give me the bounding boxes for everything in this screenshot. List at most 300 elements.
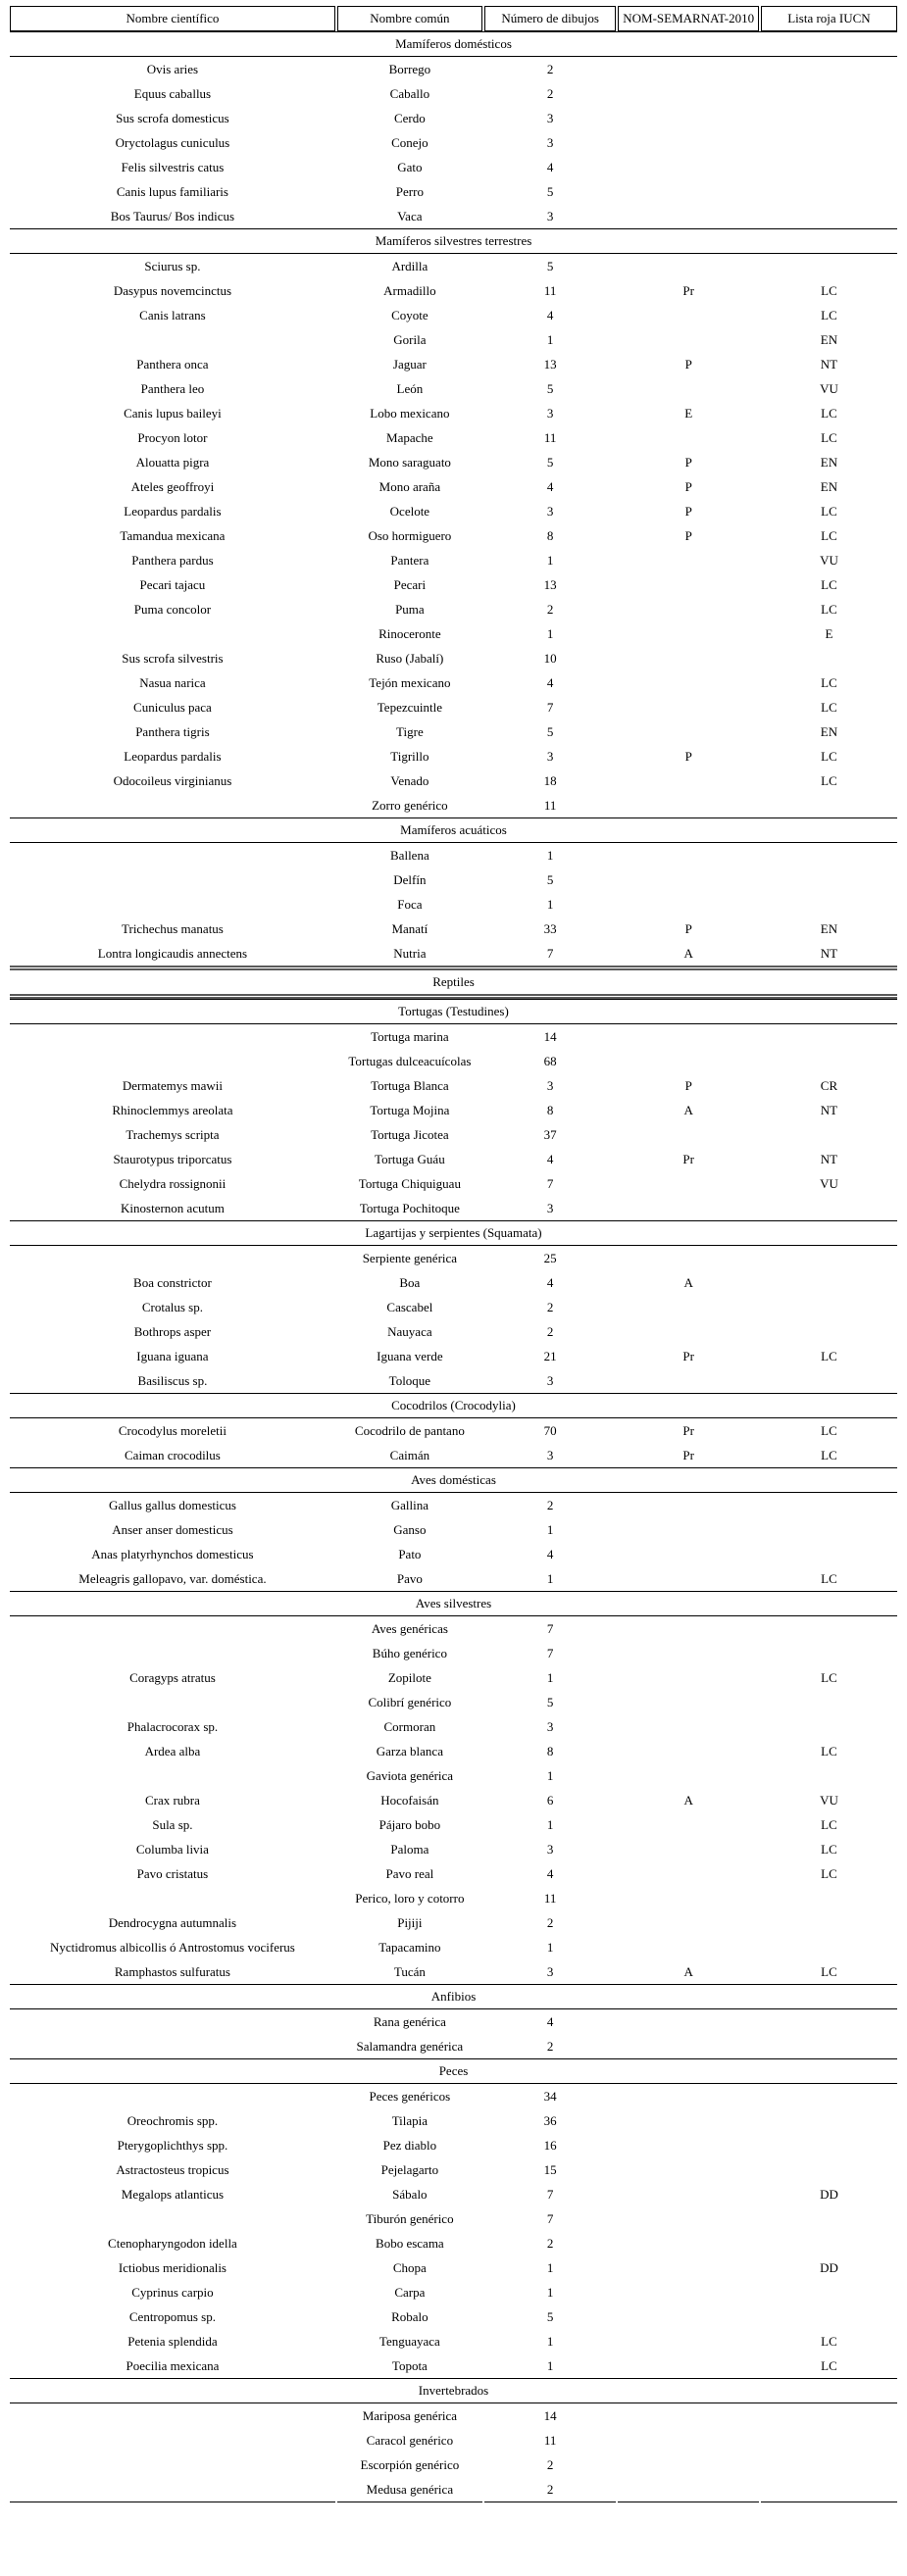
column-header-drawings-count: Número de dibujos — [484, 6, 617, 31]
cell-nom-status — [618, 2353, 759, 2378]
cell-iucn-status: LC — [821, 576, 837, 592]
cell-iucn-status — [761, 793, 897, 817]
section-header-row — [10, 1591, 897, 1616]
table-row — [10, 1959, 897, 1984]
cell-scientific-name — [10, 2034, 335, 2058]
cell-common-name: Pijiji — [397, 1914, 423, 1930]
cell-common-name: Búho genérico — [372, 1645, 447, 1660]
cell-iucn-status: VU — [820, 1175, 838, 1191]
cell-drawings-count: 16 — [543, 2137, 557, 2153]
cell-iucn-status — [761, 2403, 897, 2428]
cell-nom-status: Pr — [682, 1447, 694, 1462]
cell-common-name: Perico, loro y cotorro — [355, 1890, 465, 1906]
cell-iucn-status: LC — [821, 1422, 837, 1438]
cell-scientific-name: Kinosternon acutum — [121, 1200, 225, 1215]
cell-drawings-count: 37 — [543, 1126, 557, 1142]
cell-iucn-status — [761, 2009, 897, 2034]
cell-scientific-name: Sciurus sp. — [144, 258, 201, 273]
cell-iucn-status: LC — [821, 699, 837, 715]
table-row — [10, 204, 897, 228]
cell-drawings-count: 3 — [546, 1447, 554, 1462]
cell-nom-status — [618, 2280, 759, 2304]
section-title: Invertebrados — [10, 2378, 897, 2403]
cell-nom-status — [618, 2329, 759, 2353]
cell-drawings-count: 4 — [546, 478, 554, 494]
cell-scientific-name: Crax rubra — [144, 1792, 200, 1808]
cell-scientific-name: Caiman crocodilus — [125, 1447, 221, 1462]
cell-common-name: Paloma — [390, 1841, 429, 1857]
section-title: Cocodrilos (Crocodylia) — [10, 1393, 897, 1418]
cell-common-name: Tejón mexicano — [369, 674, 451, 690]
section-title: Mamíferos silvestres terrestres — [10, 228, 897, 254]
cell-iucn-status — [761, 179, 897, 204]
cell-scientific-name: Pecari tajacu — [139, 576, 206, 592]
section-title: Mamíferos domésticos — [10, 31, 897, 57]
cell-drawings-count: 8 — [546, 1102, 554, 1117]
cell-iucn-status: VU — [820, 1792, 838, 1808]
cell-nom-status — [618, 670, 759, 695]
cell-scientific-name — [10, 843, 335, 867]
cell-nom-status — [618, 2034, 759, 2058]
cell-common-name: Caballo — [389, 85, 430, 101]
cell-drawings-count: 7 — [546, 699, 554, 715]
table-row — [10, 941, 897, 966]
table-row — [10, 621, 897, 646]
cell-common-name: Tilapia — [391, 2112, 428, 2128]
cell-drawings-count: 11 — [543, 282, 557, 298]
table-row — [10, 474, 897, 499]
cell-scientific-name: Panthera leo — [140, 380, 205, 396]
cell-common-name: Ocelote — [389, 503, 430, 519]
cell-iucn-status: LC — [821, 503, 837, 519]
cell-nom-status — [618, 2133, 759, 2157]
cell-nom-status — [618, 1171, 759, 1196]
table-row — [10, 2009, 897, 2034]
cell-scientific-name: Phalacrocorax sp. — [126, 1718, 219, 1734]
cell-common-name: Tapacamino — [378, 1939, 441, 1955]
cell-common-name: Robalo — [391, 2308, 428, 2324]
cell-iucn-status — [761, 843, 897, 867]
cell-nom-status — [618, 2108, 759, 2133]
cell-nom-status — [618, 155, 759, 179]
cell-common-name: Cormoran — [383, 1718, 436, 1734]
section-title: Aves silvestres — [10, 1591, 897, 1616]
cell-iucn-status — [761, 1714, 897, 1739]
cell-drawings-count: 5 — [546, 380, 554, 396]
cell-common-name: Tortuga Chiquiguau — [358, 1175, 461, 1191]
cell-scientific-name — [10, 621, 335, 646]
cell-nom-status — [618, 106, 759, 130]
section-header-row — [10, 228, 897, 254]
cell-iucn-status: LC — [821, 1963, 837, 1979]
table-row — [10, 1837, 897, 1861]
cell-iucn-status: DD — [820, 2259, 838, 2275]
cell-scientific-name: Tamandua mexicana — [120, 527, 226, 543]
cell-common-name: Puma — [395, 601, 425, 617]
cell-common-name: Zopilote — [387, 1669, 431, 1685]
cell-iucn-status: LC — [821, 429, 837, 445]
cell-iucn-status: LC — [821, 1743, 837, 1759]
cell-scientific-name: Dasypus novemcinctus — [113, 282, 232, 298]
cell-nom-status — [618, 1665, 759, 1690]
cell-scientific-name: Canis lupus familiaris — [116, 183, 228, 199]
cell-common-name: Peces genéricos — [369, 2088, 451, 2104]
cell-nom-status — [618, 2428, 759, 2452]
cell-common-name: Mono saraguato — [368, 454, 451, 470]
section-title: Anfibios — [10, 1984, 897, 2009]
cell-drawings-count: 7 — [546, 1645, 554, 1660]
cell-common-name: Toloque — [388, 1372, 431, 1388]
cell-iucn-status — [761, 1935, 897, 1959]
cell-scientific-name — [10, 1886, 335, 1910]
table-row — [10, 1368, 897, 1393]
cell-drawings-count: 5 — [546, 723, 554, 739]
cell-nom-status — [618, 2403, 759, 2428]
table-row — [10, 1270, 897, 1295]
cell-drawings-count: 4 — [546, 159, 554, 174]
cell-scientific-name: Ctenopharyngodon idella — [108, 2235, 237, 2251]
section-header-row — [10, 1984, 897, 2009]
table-row — [10, 2329, 897, 2353]
table-row — [10, 1935, 897, 1959]
cell-nom-status — [618, 57, 759, 81]
section-title: Mamíferos acuáticos — [10, 817, 897, 843]
cell-nom-status — [618, 2084, 759, 2108]
cell-iucn-status: LC — [821, 527, 837, 543]
cell-common-name: Serpiente genérica — [362, 1250, 458, 1265]
cell-iucn-status — [761, 204, 897, 228]
cell-drawings-count: 36 — [543, 2112, 557, 2128]
table-row — [10, 278, 897, 303]
cell-drawings-count: 18 — [543, 772, 557, 788]
cell-drawings-count: 6 — [546, 1792, 554, 1808]
cell-scientific-name: Panthera onca — [136, 356, 209, 372]
cell-iucn-status — [761, 1368, 897, 1393]
cell-drawings-count: 13 — [543, 356, 557, 372]
cell-iucn-status: EN — [820, 723, 838, 739]
cell-iucn-status — [761, 2133, 897, 2157]
cell-iucn-status: EN — [820, 920, 838, 936]
cell-iucn-status — [761, 2206, 897, 2231]
cell-iucn-status — [761, 892, 897, 916]
cell-drawings-count: 1 — [546, 2357, 554, 2373]
cell-scientific-name: Cuniculus paca — [133, 699, 212, 715]
cell-scientific-name: Oryctolagus cuniculus — [115, 134, 230, 150]
cell-scientific-name — [10, 1246, 335, 1270]
cell-common-name: Tenguayaca — [378, 2333, 440, 2349]
table-row — [10, 1910, 897, 1935]
cell-scientific-name: Poecilia mexicana — [126, 2357, 220, 2373]
cell-scientific-name: Equus caballus — [133, 85, 212, 101]
cell-iucn-status: EN — [820, 454, 838, 470]
cell-nom-status — [618, 1295, 759, 1319]
cell-common-name: Iguana verde — [377, 1348, 443, 1363]
cell-iucn-status: VU — [820, 380, 838, 396]
cell-drawings-count: 1 — [546, 847, 554, 863]
cell-nom-status — [618, 892, 759, 916]
cell-common-name: Pavo real — [385, 1865, 434, 1881]
section-title: Reptiles — [10, 966, 897, 999]
cell-scientific-name — [10, 867, 335, 892]
cell-iucn-status: LC — [821, 674, 837, 690]
cell-common-name: Nutria — [393, 945, 427, 961]
cell-drawings-count: 3 — [546, 1718, 554, 1734]
cell-nom-status — [618, 646, 759, 670]
cell-scientific-name: Felis silvestris catus — [121, 159, 225, 174]
cell-nom-status: P — [684, 503, 692, 519]
cell-scientific-name — [10, 327, 335, 352]
cell-common-name: Oso hormiguero — [368, 527, 452, 543]
cell-iucn-status — [761, 130, 897, 155]
cell-common-name: Tortugas dulceacuícolas — [348, 1053, 472, 1068]
cell-nom-status — [618, 179, 759, 204]
cell-drawings-count: 3 — [546, 208, 554, 223]
table-row — [10, 1886, 897, 1910]
cell-iucn-status — [761, 81, 897, 106]
cell-common-name: Garza blanca — [376, 1743, 443, 1759]
cell-drawings-count: 4 — [546, 1274, 554, 1290]
table-row — [10, 1493, 897, 1517]
cell-nom-status — [618, 1910, 759, 1935]
cell-iucn-status: E — [825, 625, 833, 641]
cell-iucn-status: CR — [820, 1077, 838, 1093]
cell-scientific-name: Pavo cristatus — [136, 1865, 209, 1881]
cell-scientific-name: Cyprinus carpio — [131, 2284, 214, 2300]
section-title: Tortugas (Testudines) — [10, 999, 897, 1024]
table-row — [10, 1295, 897, 1319]
cell-scientific-name — [10, 793, 335, 817]
cell-nom-status — [618, 2255, 759, 2280]
cell-common-name: Pez diablo — [382, 2137, 437, 2153]
cell-scientific-name: Gallus gallus domesticus — [108, 1497, 236, 1512]
cell-scientific-name: Anas platyrhynchos domesticus — [91, 1546, 254, 1561]
table-row — [10, 425, 897, 450]
table-row — [10, 1171, 897, 1196]
table-row — [10, 793, 897, 817]
cell-nom-status — [618, 1493, 759, 1517]
cell-nom-status — [618, 1935, 759, 1959]
table-row — [10, 1073, 897, 1098]
cell-nom-status — [618, 425, 759, 450]
table-row — [10, 303, 897, 327]
cell-common-name: Coyote — [391, 307, 428, 322]
cell-drawings-count: 68 — [543, 1053, 557, 1068]
cell-drawings-count: 3 — [546, 110, 554, 125]
cell-scientific-name: Leopardus pardalis — [124, 748, 222, 764]
table-row — [10, 1641, 897, 1665]
table-row — [10, 695, 897, 719]
cell-scientific-name: Sula sp. — [152, 1816, 193, 1832]
cell-common-name: Escorpión genérico — [360, 2456, 460, 2472]
cell-drawings-count: 5 — [546, 2308, 554, 2324]
cell-nom-status — [618, 1196, 759, 1220]
cell-drawings-count: 13 — [543, 576, 557, 592]
table-row — [10, 670, 897, 695]
cell-iucn-status — [761, 1122, 897, 1147]
cell-drawings-count: 1 — [546, 1570, 554, 1586]
cell-scientific-name: Boa constrictor — [133, 1274, 212, 1290]
cell-drawings-count: 1 — [546, 625, 554, 641]
cell-drawings-count: 15 — [543, 2161, 557, 2177]
cell-scientific-name: Canis latrans — [139, 307, 206, 322]
cell-iucn-status — [761, 1641, 897, 1665]
cell-iucn-status — [761, 1517, 897, 1542]
cell-iucn-status — [761, 155, 897, 179]
cell-nom-status — [618, 1246, 759, 1270]
table-row — [10, 2255, 897, 2280]
section-title: Aves domésticas — [10, 1467, 897, 1493]
cell-scientific-name: Crotalus sp. — [141, 1299, 203, 1314]
table-row — [10, 1690, 897, 1714]
table-row — [10, 2182, 897, 2206]
section-header-row — [10, 2378, 897, 2403]
cell-common-name: Tortuga Pochitoque — [359, 1200, 460, 1215]
table-row — [10, 892, 897, 916]
cell-scientific-name: Chelydra rossignonii — [119, 1175, 227, 1191]
cell-common-name: Caimán — [389, 1447, 430, 1462]
cell-iucn-status — [761, 2280, 897, 2304]
cell-scientific-name — [10, 2477, 335, 2502]
cell-iucn-status — [761, 2452, 897, 2477]
cell-common-name: Pantera — [390, 552, 429, 568]
cell-scientific-name: Columba livia — [135, 1841, 209, 1857]
cell-drawings-count: 2 — [546, 2038, 554, 2054]
table-row — [10, 1443, 897, 1467]
cell-drawings-count: 1 — [546, 1939, 554, 1955]
cell-scientific-name: Trachemys scripta — [126, 1126, 220, 1142]
section-header-row — [10, 817, 897, 843]
cell-drawings-count: 25 — [543, 1250, 557, 1265]
cell-common-name: Tiburón genérico — [366, 2210, 454, 2226]
cell-common-name: Nauyaca — [387, 1323, 432, 1339]
table-row — [10, 327, 897, 352]
cell-nom-status — [618, 1368, 759, 1393]
cell-drawings-count: 3 — [546, 1841, 554, 1857]
cell-common-name: Chopa — [392, 2259, 427, 2275]
cell-nom-status — [618, 1641, 759, 1665]
cell-nom-status: P — [684, 920, 692, 936]
cell-nom-status — [618, 2452, 759, 2477]
cell-common-name: Sábalo — [392, 2186, 428, 2202]
cell-drawings-count: 11 — [543, 429, 557, 445]
table-row — [10, 376, 897, 401]
cell-nom-status — [618, 572, 759, 597]
cell-scientific-name — [10, 892, 335, 916]
cell-nom-status — [618, 1861, 759, 1886]
cell-common-name: Perro — [395, 183, 424, 199]
cell-nom-status — [618, 1566, 759, 1591]
cell-nom-status: P — [684, 527, 692, 543]
cell-drawings-count: 34 — [543, 2088, 557, 2104]
cell-iucn-status: NT — [820, 1151, 838, 1166]
cell-nom-status — [618, 1812, 759, 1837]
table-row — [10, 597, 897, 621]
table-row — [10, 1542, 897, 1566]
cell-common-name: Tortuga Blanca — [371, 1077, 449, 1093]
cell-scientific-name: Leopardus pardalis — [124, 503, 222, 519]
cell-common-name: Venado — [390, 772, 429, 788]
cell-common-name: Bobo escama — [376, 2235, 444, 2251]
cell-nom-status — [618, 768, 759, 793]
table-row — [10, 2034, 897, 2058]
cell-scientific-name: Ardea alba — [144, 1743, 201, 1759]
cell-common-name: Tigre — [396, 723, 424, 739]
table-row — [10, 1788, 897, 1812]
cell-common-name: Vaca — [397, 208, 423, 223]
cell-nom-status — [618, 376, 759, 401]
table-row — [10, 254, 897, 278]
cell-common-name: Cerdo — [393, 110, 426, 125]
cell-drawings-count: 3 — [546, 1200, 554, 1215]
cell-common-name: Pavo — [396, 1570, 423, 1586]
cell-scientific-name: Oreochromis spp. — [126, 2112, 219, 2128]
cell-nom-status: Pr — [682, 1151, 694, 1166]
cell-iucn-status — [761, 2477, 897, 2502]
cell-nom-status: A — [683, 945, 693, 961]
cell-drawings-count: 33 — [543, 920, 557, 936]
table-header-row — [10, 6, 897, 31]
cell-drawings-count: 3 — [546, 1963, 554, 1979]
cell-scientific-name — [10, 2452, 335, 2477]
cell-iucn-status — [761, 1295, 897, 1319]
cell-common-name: Gallina — [390, 1497, 428, 1512]
cell-drawings-count: 5 — [546, 1694, 554, 1709]
cell-nom-status: A — [683, 1963, 693, 1979]
cell-scientific-name: Astractosteus tropicus — [116, 2161, 229, 2177]
cell-common-name: Gato — [397, 159, 423, 174]
cell-scientific-name: Canis lupus baileyi — [124, 405, 222, 421]
cell-common-name: Boa — [399, 1274, 421, 1290]
cell-iucn-status — [761, 1319, 897, 1344]
cell-iucn-status: DD — [820, 2186, 838, 2202]
cell-scientific-name: Bos Taurus/ Bos indicus — [110, 208, 235, 223]
table-row — [10, 1714, 897, 1739]
cell-nom-status: Pr — [682, 282, 694, 298]
cell-drawings-count: 11 — [543, 2432, 557, 2448]
cell-common-name: Rana genérica — [373, 2013, 446, 2029]
cell-drawings-count: 14 — [543, 2407, 557, 2423]
cell-iucn-status — [761, 1024, 897, 1049]
cell-drawings-count: 4 — [546, 2013, 554, 2029]
cell-nom-status — [618, 1517, 759, 1542]
table-row — [10, 1196, 897, 1220]
cell-drawings-count: 4 — [546, 1151, 554, 1166]
section-header-row — [10, 1220, 897, 1246]
species-table — [8, 6, 899, 2502]
cell-nom-status — [618, 130, 759, 155]
cell-scientific-name: Ovis aries — [146, 61, 199, 76]
cell-common-name: Pájaro bobo — [378, 1816, 441, 1832]
table-row — [10, 1122, 897, 1147]
cell-drawings-count: 11 — [543, 797, 557, 813]
table-row — [10, 1418, 897, 1443]
cell-iucn-status: LC — [821, 1816, 837, 1832]
cell-nom-status — [618, 204, 759, 228]
cell-drawings-count: 2 — [546, 1323, 554, 1339]
cell-iucn-status: LC — [821, 1865, 837, 1881]
cell-common-name: Tortuga Mojina — [370, 1102, 450, 1117]
cell-common-name: Topota — [391, 2357, 428, 2373]
cell-iucn-status — [761, 254, 897, 278]
table-row — [10, 499, 897, 523]
cell-common-name: Ballena — [390, 847, 429, 863]
cell-common-name: Jaguar — [392, 356, 427, 372]
cell-iucn-status — [761, 1493, 897, 1517]
cell-iucn-status — [761, 2034, 897, 2058]
cell-scientific-name: Sus scrofa silvestris — [122, 650, 224, 666]
cell-iucn-status: LC — [821, 748, 837, 764]
table-row — [10, 2452, 897, 2477]
